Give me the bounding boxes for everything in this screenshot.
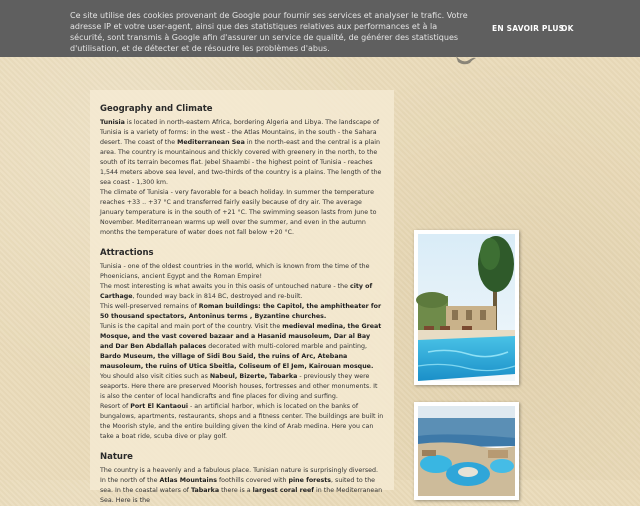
cities-bold: Nabeul, Bizerte, Tabarka — [209, 373, 298, 380]
attractions-paragraph — [100, 262, 384, 442]
beach-image — [418, 406, 515, 496]
text-span: Resort of — [100, 403, 131, 410]
text-span: , founded way back in 814 BC, destroyed and re-built. — [132, 293, 303, 300]
coral-reef-bold: largest coral reef — [252, 487, 315, 494]
text-span: - previously they were seaports. Here there are preserved Moorish houses, fortresses and other monuments. It is also the center of local handicrafts and fine places for diving and surfing. — [100, 373, 378, 400]
medina-bold: medieval medina, the Great Mosque, and the vast covered bazaar and a Hasanid mausoleum, Dar al Bay and Dar Ben Abdallah palaces — [100, 323, 382, 350]
carthage-bold: city of Carthage — [100, 283, 373, 300]
cookie-banner — [0, 0, 640, 57]
text-span: is located in north-eastern Africa, bordering Algeria and Libya. The landscape of Tunisia is a variety of forms: in the west - the Atlas Mountains, in the south - the Sahara desert. The coast of the — [100, 119, 380, 146]
bird-icon — [455, 54, 477, 66]
text-span: - an artificial harbor, which is located on the banks of bungalows, apartments, restaurants, shops and a fitness center. The buildings are built in the Moorish style, and the entire building given the kind of Arab medina. Here you can take a boat ride, scuba dive or play golf. — [100, 403, 384, 440]
mediterranean-bold: Mediterranean Sea — [177, 139, 245, 146]
text-span: The most interesting is what awaits you in this oasis of untouched nature - the — [100, 283, 350, 290]
text-span: there is a — [219, 487, 253, 494]
pool-photo[interactable] — [414, 230, 519, 385]
roman-buildings-bold: Roman buildings: the Capitol, the amphitheater for 50 thousand spectators, Antoninus terms , Byzantine churches. — [100, 303, 382, 320]
tabarka-bold: Tabarka — [191, 487, 220, 494]
cookie-notice-text: Ce site utilise des cookies provenant de Google pour fournir ses services et analyser le trafic. Votre adresse IP et votre user-agent, ainsi que des statistiques relatives aux performances et à la sécurité, sont transmis à Google afin d'assurer un service de qualité, de générer des statistiques d'utilisation, et de détecter et de résoudre les problèmes d'abus. — [70, 11, 468, 53]
text-span: Tunis is the capital and main port of the country. Visit the — [100, 323, 283, 330]
text-span: decorated with multi-colored marble and painting, — [206, 343, 368, 350]
text-span: The country is a heavenly and a fabulous place. Tunisian nature is surprisingly diversed. In the north of the — [100, 467, 379, 484]
text-span: You should also visit cities such as — [100, 373, 210, 380]
text-span: This well-preserved remains of — [100, 303, 199, 310]
ok-button[interactable]: OK — [561, 24, 574, 33]
climate-text: The climate of Tunisia - very favorable for a beach holiday. In summer the temperature reaches +33 .. +37 °C and transferred fairly easily because of dry air. The average January temperature is in the south of +21 °C. The swimming season lasts from June to November. Mediterranean warms up well over the summer, and even in the autumn months the temperature of water does not fall below +20 °C. — [100, 189, 377, 236]
nature-paragraph — [100, 466, 384, 506]
text-span: in the Mediterranean Sea. Here is the — [100, 487, 383, 504]
text-span: foothills covered with — [216, 477, 289, 484]
section-title-nature: Nature — [100, 452, 133, 462]
section-title-attractions: Attractions — [100, 248, 154, 258]
text-span: Tunisia - one of the oldest countries in the world, which is known from the time of the Phoenicians, ancient Egypt and the Roman Empire! — [100, 263, 370, 280]
text-span: , suited to the sea. In the coastal waters of — [100, 477, 376, 494]
beach-photo[interactable] — [414, 402, 519, 500]
section-title-geography: Geography and Climate — [100, 104, 213, 114]
text-span: in the north-east and the central is a plain area. The country is mountainous and thickly covered with greenery in the north, to the south of its terrain becomes flat. Jebel Shaambi - the highest point of Tunisia - reaches 1,544 meters above sea level, and two-thirds of the country is a plains. The length of the sea coast - 1,300 km. — [100, 139, 382, 186]
tunisia-bold: Tunisia — [100, 119, 125, 126]
pool-image — [418, 234, 515, 381]
museum-bold: Bardo Museum, the village of Sidi Bou Said, the ruins of Arc, Atebana mausoleum, the ruins of Utica Sbeitla, Coliseum of El Jem, Kairouan mosque. — [100, 353, 374, 370]
atlas-bold: Atlas Mountains — [159, 477, 217, 484]
pine-forests-bold: pine forests — [288, 477, 332, 484]
port-el-kantaoui-bold: Port El Kantaoui — [130, 403, 188, 410]
geography-paragraph — [100, 118, 384, 238]
post-body — [90, 90, 394, 504]
learn-more-button[interactable]: EN SAVOIR PLUS — [492, 24, 565, 33]
